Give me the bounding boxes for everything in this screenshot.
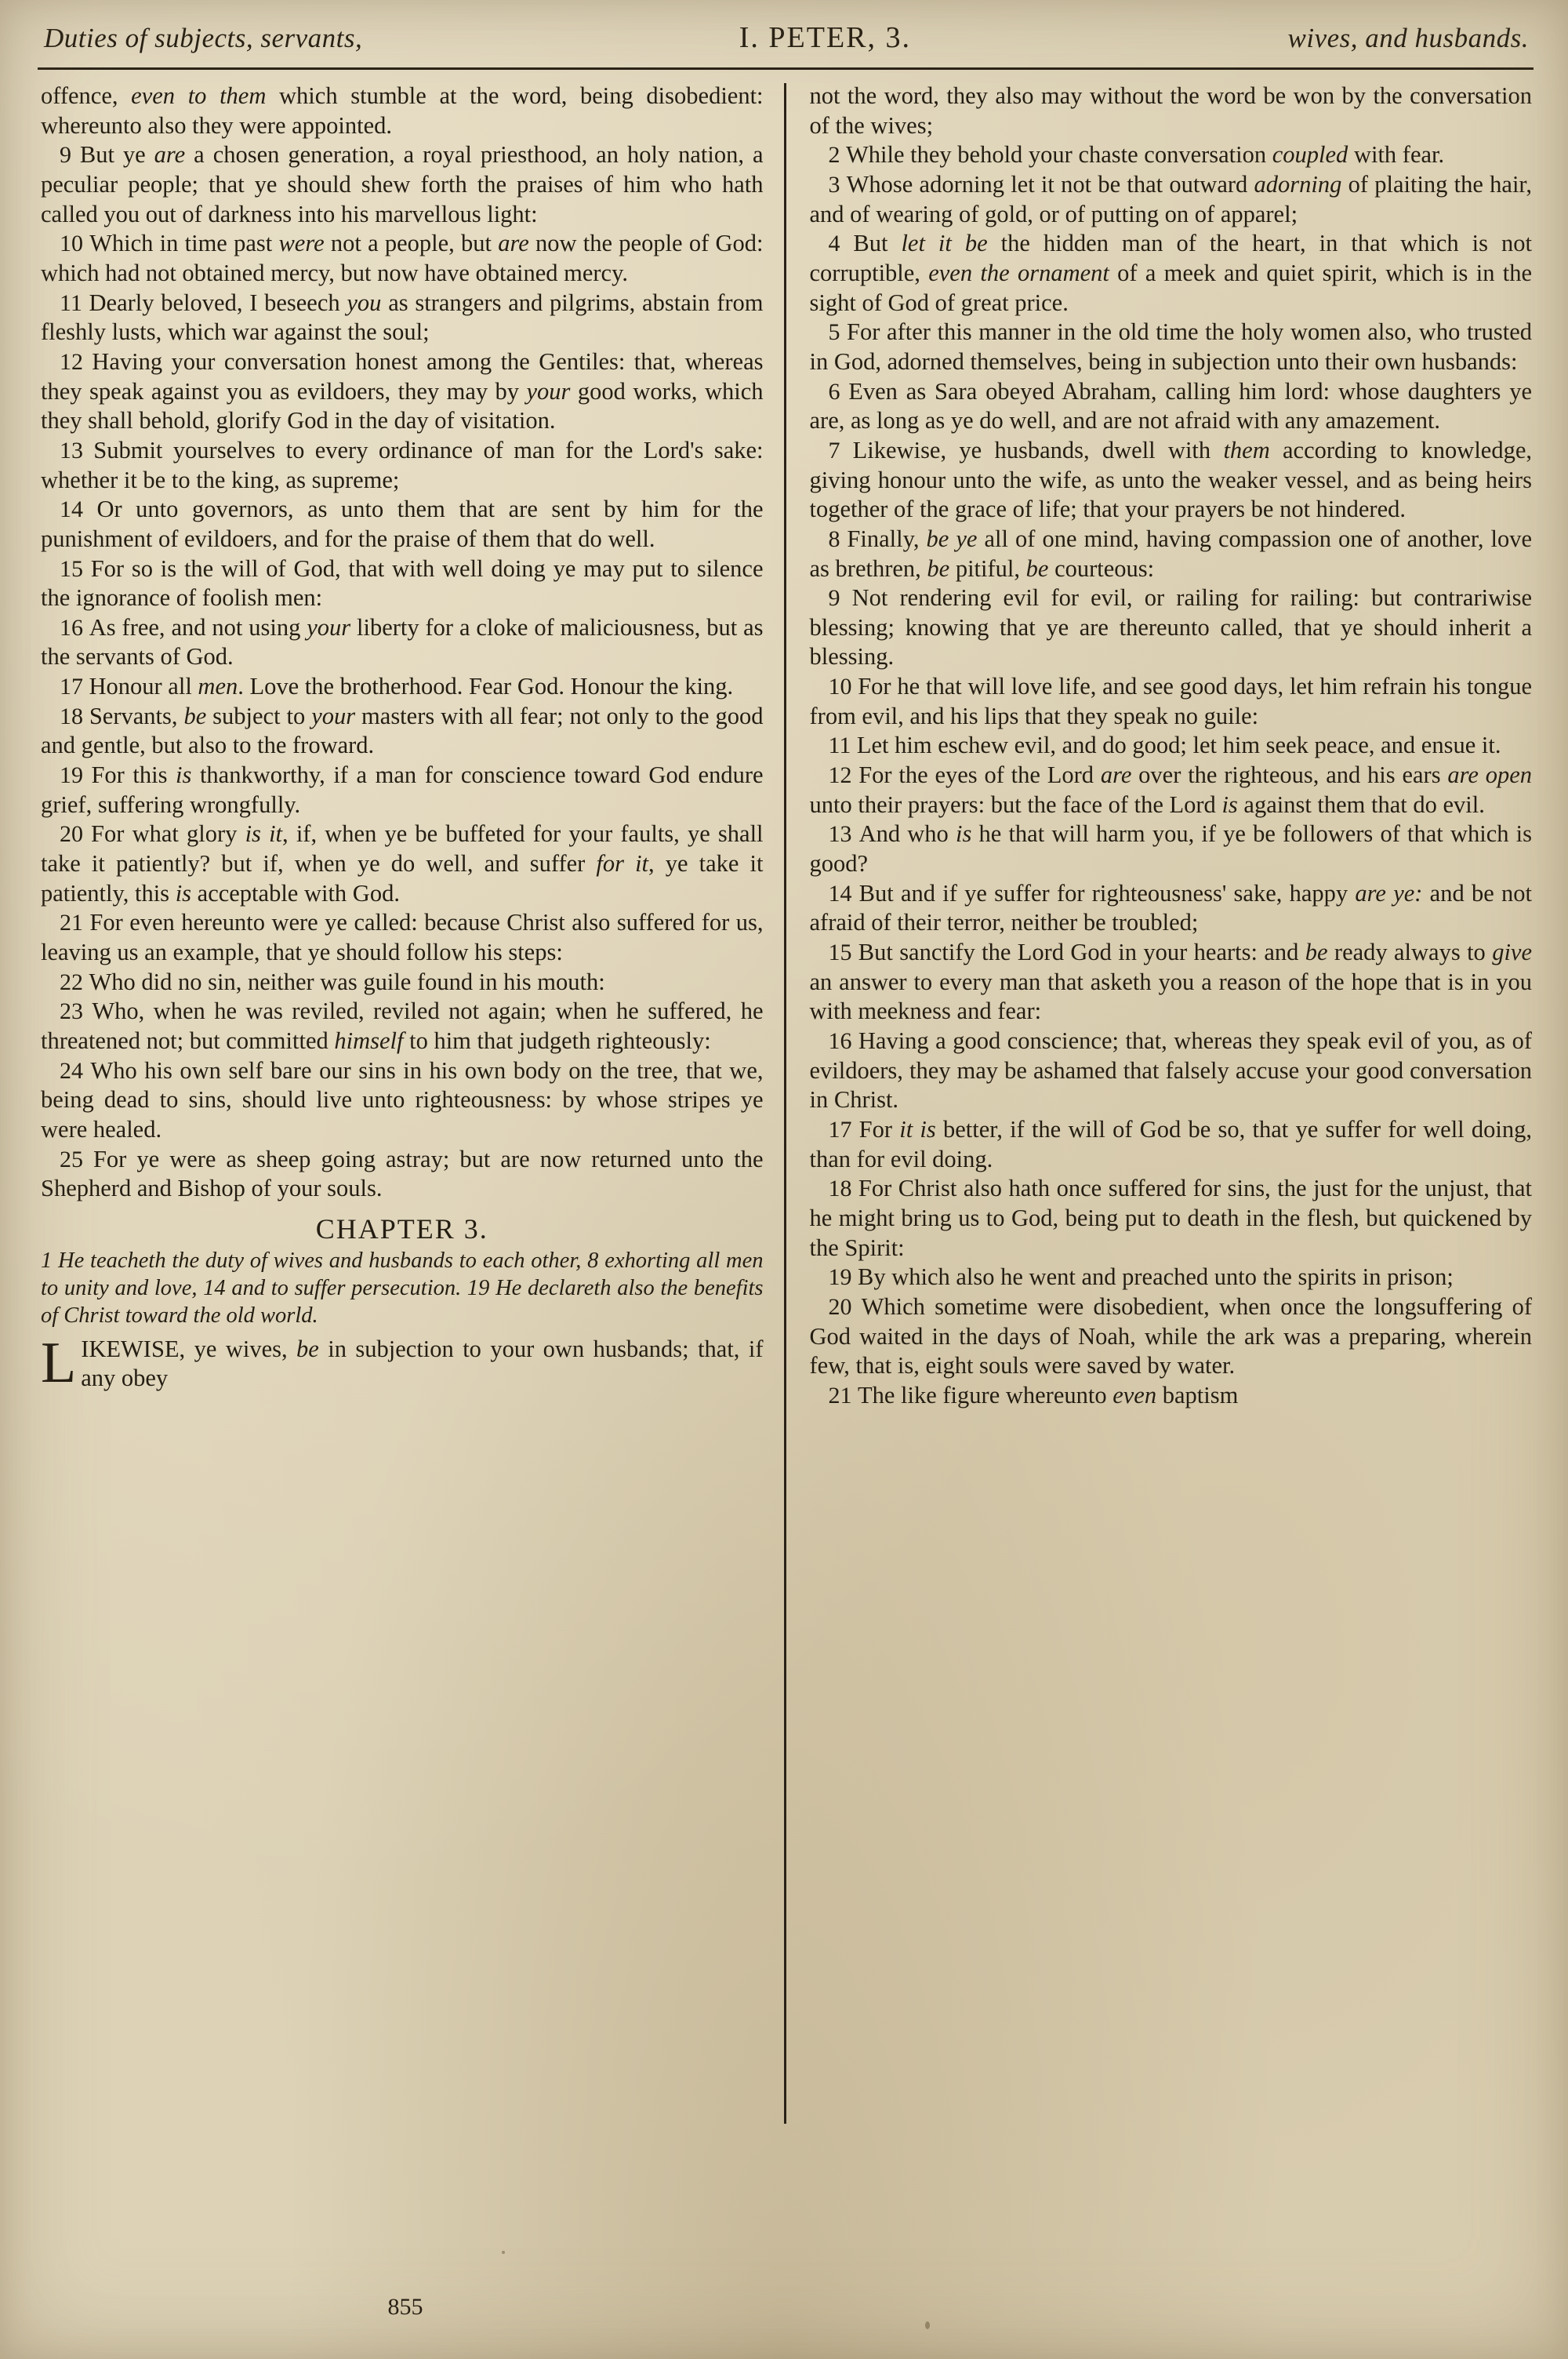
- verse-text: For the eyes of the Lord are over the righteous, and his ears are open unto their prayers: but the face of the Lord is against them that do evil.: [809, 761, 1533, 818]
- verse-number: 25: [60, 1146, 93, 1172]
- running-head-center: I. PETER, 3.: [739, 21, 912, 54]
- verse: [41, 672, 764, 702]
- verse-number: 11: [828, 732, 857, 759]
- verse-text: Let him eschew evil, and do good; let him seek peace, and ensue it.: [856, 732, 1501, 759]
- verse-number: 4: [828, 231, 854, 257]
- verse-text: Having your conversation honest among the Gentiles: that, whereas they speak against you as evildoers, they may by your good works, which they shall behold, glorify God in the day of visitation.: [41, 347, 764, 434]
- verse: [810, 525, 1533, 583]
- verse-number: 10: [828, 674, 858, 700]
- chapter-opening-paragraph: [41, 1330, 764, 1395]
- verse: [810, 436, 1533, 525]
- right-verse-list: [810, 140, 1533, 1410]
- verse-number: 14: [828, 880, 859, 907]
- verse-number: 13: [60, 437, 94, 463]
- verse-text: But ye are a chosen generation, a royal priesthood, an holy nation, a peculiar people; that ye should shew forth the praises of him who hath called you out of darkness into his marvellous light:: [41, 141, 764, 227]
- chapter-argument: 1 He teacheth the duty of wives and husbands to each other, 8 exhorting all men to unity and love, 14 and to suffer persecution. 19 He declareth also the benefits of Christ toward the old world.: [41, 1249, 764, 1328]
- chapter-opening-text: IKEWISE, ye wives, be in subjection to your own husbands; that, if any obey: [81, 1335, 764, 1392]
- verse: [41, 761, 764, 820]
- verse: [41, 436, 764, 495]
- verse: [41, 908, 764, 967]
- verse-number: 8: [828, 525, 848, 552]
- verse-text: Even as Sara obeyed Abraham, calling him lord: whose daughters ye are, as long as ye do well, and are not afraid with any amazement.: [809, 377, 1532, 434]
- verse: [810, 820, 1533, 878]
- right-continuation: not the word, they also may without the word be won by the conversation of the wives;: [809, 82, 1532, 139]
- verse-number: 9: [828, 585, 852, 612]
- verse-number: 24: [60, 1057, 91, 1084]
- verse-text: For so is the will of God, that with well doing ye may put to silence the ignorance of foolish men:: [41, 554, 764, 612]
- verse-text: As free, and not using your liberty for a cloke of maliciousness, but as the servants of God.: [41, 613, 764, 671]
- verse: [41, 554, 764, 613]
- page-number: 855: [387, 2293, 423, 2320]
- verse-text: Whose adorning let it not be that outward adorning of plaiting the hair, and of wearing of gold, or of putting on of apparel;: [809, 170, 1532, 227]
- verse-text: By which also he went and preached unto the spirits in prison;: [858, 1263, 1454, 1291]
- running-head-right: wives, and husbands.: [1287, 23, 1529, 53]
- verse-number: 2: [828, 142, 846, 169]
- verse-text: Who, when he was reviled, reviled not again; when he suffered, he threatened not; but committed himself to him that judgeth righteously:: [41, 998, 764, 1054]
- verse-text: For after this manner in the old time the holy women also, who trusted in God, adorned themselves, being in subjection unto their own husbands:: [809, 318, 1532, 375]
- verse: [810, 318, 1533, 376]
- verse: [810, 1292, 1533, 1381]
- verse-text: Dearly beloved, I beseech you as strangers and pilgrims, abstain from fleshly lusts, which war against the soul;: [41, 289, 764, 346]
- verse-text: Not rendering evil for evil, or railing for railing: but contrariwise blessing; knowing that ye are thereunto called, that ye should inherit a blessing.: [809, 584, 1533, 671]
- verse-number: 21: [60, 910, 90, 936]
- verse: [810, 731, 1533, 761]
- verse-text: And who is he that will harm you, if ye be followers of that which is good?: [809, 820, 1533, 878]
- verse-text: Or unto governors, as unto them that are sent by him for the punishment of evildoers, and for the praise of them that do well.: [41, 496, 764, 552]
- verse-number: 20: [828, 1293, 862, 1320]
- verse-text: The like figure whereunto even baptism: [858, 1381, 1239, 1408]
- verse-text: Submit yourselves to every ordinance of man for the Lord's sake: whether it be to the king, as supreme;: [41, 436, 764, 493]
- verse-text: Which in time past were not a people, but are now the people of God: which had not obtained mercy, but now have obtained mercy.: [41, 230, 764, 286]
- verse-text: Having a good conscience; that, whereas they speak evil of you, as of evildoers, they may be ashamed that falsely accuse your good conversation in Christ.: [809, 1027, 1532, 1114]
- left-continuation: offence, even to them which stumble at the word, being disobedient: whereunto also they were appointed.: [41, 82, 764, 139]
- verse-number: 12: [60, 348, 93, 375]
- drop-cap: L: [41, 1330, 77, 1395]
- verse-number: 20: [60, 821, 92, 848]
- verse-number: 13: [828, 821, 859, 848]
- verse-number: 12: [828, 762, 859, 789]
- verse-number: 22: [60, 969, 89, 995]
- verse-text: For what glory is it, if, when ye be buffeted for your faults, ye shall take it patiently? but if, when ye do well, and suffer for it, ye take it patiently, this is acceptable with God.: [41, 820, 764, 907]
- verse: [810, 377, 1533, 436]
- verse: [810, 761, 1533, 820]
- verse: [41, 820, 764, 908]
- verse-text: Which sometime were disobedient, when once the longsuffering of God waited in the days of Noah, while the ark was a preparing, wherein few, that is, eight souls were saved by water.: [809, 1292, 1533, 1379]
- verse-text: Who did no sin, neither was guile found in his mouth:: [89, 968, 605, 995]
- verse-number: 19: [60, 762, 92, 789]
- verse-number: 6: [828, 378, 849, 405]
- verse: [41, 229, 764, 288]
- verse-text: Honour all men. Love the brotherhood. Fear God. Honour the king.: [89, 673, 734, 700]
- verse-text: But let it be the hidden man of the heart, in that which is not corruptible, even the ornament of a meek and quiet spirit, which is in the sight of God of great price.: [809, 230, 1532, 316]
- verse-text: Who his own self bare our sins in his own body on the tree, that we, being dead to sins, should live unto righteousness: by whose stripes ye were healed.: [41, 1056, 764, 1143]
- verse-number: 10: [60, 231, 90, 257]
- left-column: [41, 82, 784, 2328]
- verse-number: 15: [60, 555, 91, 582]
- verse: [810, 938, 1533, 1027]
- verse: [810, 583, 1533, 672]
- verse: [810, 1174, 1533, 1263]
- verse-number: 5: [828, 319, 848, 346]
- chapter-heading: CHAPTER 3.: [315, 1212, 488, 1245]
- verse: [810, 1115, 1533, 1174]
- verse: [41, 289, 764, 347]
- running-head-left: Duties of subjects, servants,: [44, 23, 363, 53]
- verse-text: For even hereunto were ye called: because Christ also suffered for us, leaving us an example, that ye should follow his steps:: [41, 909, 764, 966]
- verse: [810, 672, 1533, 731]
- verse-number: 9: [60, 142, 80, 169]
- verse-text: For he that will love life, and see good days, let him refrain his tongue from evil, and his lips that they speak no guile:: [809, 673, 1532, 729]
- verse-number: 3: [828, 171, 847, 198]
- verse: [810, 1263, 1533, 1292]
- verse-number: 23: [60, 998, 93, 1025]
- verse-number: 16: [828, 1028, 858, 1054]
- verse-text: Servants, be subject to your masters with all fear; not only to the good and gentle, but also to the froward.: [41, 702, 764, 759]
- verse-number: 17: [828, 1116, 859, 1143]
- verse: [41, 968, 764, 998]
- verse: [41, 1145, 764, 1204]
- verse-text: For it is better, if the will of God be so, that ye suffer for well doing, than for evil doing.: [809, 1115, 1532, 1172]
- verse-number: 18: [60, 703, 89, 729]
- verse-number: 18: [828, 1176, 858, 1202]
- verse-text: For Christ also hath once suffered for sins, the just for the unjust, that he might bring us to God, being put to death in the flesh, but quickened by the Spirit:: [809, 1175, 1533, 1261]
- verse-number: 17: [60, 674, 89, 700]
- verse: [810, 1381, 1533, 1411]
- right-column: [786, 82, 1533, 2328]
- verse: [810, 1027, 1533, 1115]
- verse: [41, 997, 764, 1056]
- verse-number: 14: [60, 496, 97, 523]
- verse-text: Finally, be ye all of one mind, having compassion one of another, love as brethren, be pitiful, be courteous:: [809, 525, 1533, 582]
- verse-number: 7: [828, 437, 853, 463]
- verse-text: For this is thankworthy, if a man for conscience toward God endure grief, suffering wrongfully.: [41, 761, 764, 818]
- verse: [810, 140, 1533, 170]
- left-verse-list: [41, 140, 764, 1204]
- verse-text: Likewise, ye husbands, dwell with them according to knowledge, giving honour unto the wife, as unto the weaker vessel, and as being heirs together of the grace of life; that your prayers be not hindered.: [809, 436, 1532, 523]
- text-columns: [41, 82, 1532, 2328]
- verse: [41, 347, 764, 436]
- verse: [41, 495, 764, 554]
- verse-number: 11: [60, 289, 89, 316]
- verse: [810, 170, 1533, 229]
- verse-number: 21: [828, 1382, 858, 1408]
- verse: [41, 613, 764, 672]
- verse-text: But and if ye suffer for righteousness' sake, happy are ye: and be not afraid of their terror, neither be troubled;: [809, 879, 1532, 936]
- verse-text: But sanctify the Lord God in your hearts: and be ready always to give an answer to every man that asketh you a reason of the hope that is in you with meekness and fear:: [809, 939, 1532, 1025]
- verse: [41, 1056, 764, 1145]
- verse-text: While they behold your chaste conversation coupled with fear.: [846, 141, 1445, 169]
- running-head: [44, 20, 1529, 55]
- header-rule: [38, 67, 1534, 70]
- verse: [41, 140, 764, 229]
- verse: [41, 702, 764, 761]
- verse-text: For ye were as sheep going astray; but are now returned unto the Shepherd and Bishop of your souls.: [41, 1145, 764, 1202]
- verse: [810, 229, 1533, 318]
- verse-number: 15: [828, 940, 858, 966]
- verse-number: 16: [60, 614, 89, 641]
- verse: [810, 879, 1533, 938]
- verse-number: 19: [828, 1264, 858, 1291]
